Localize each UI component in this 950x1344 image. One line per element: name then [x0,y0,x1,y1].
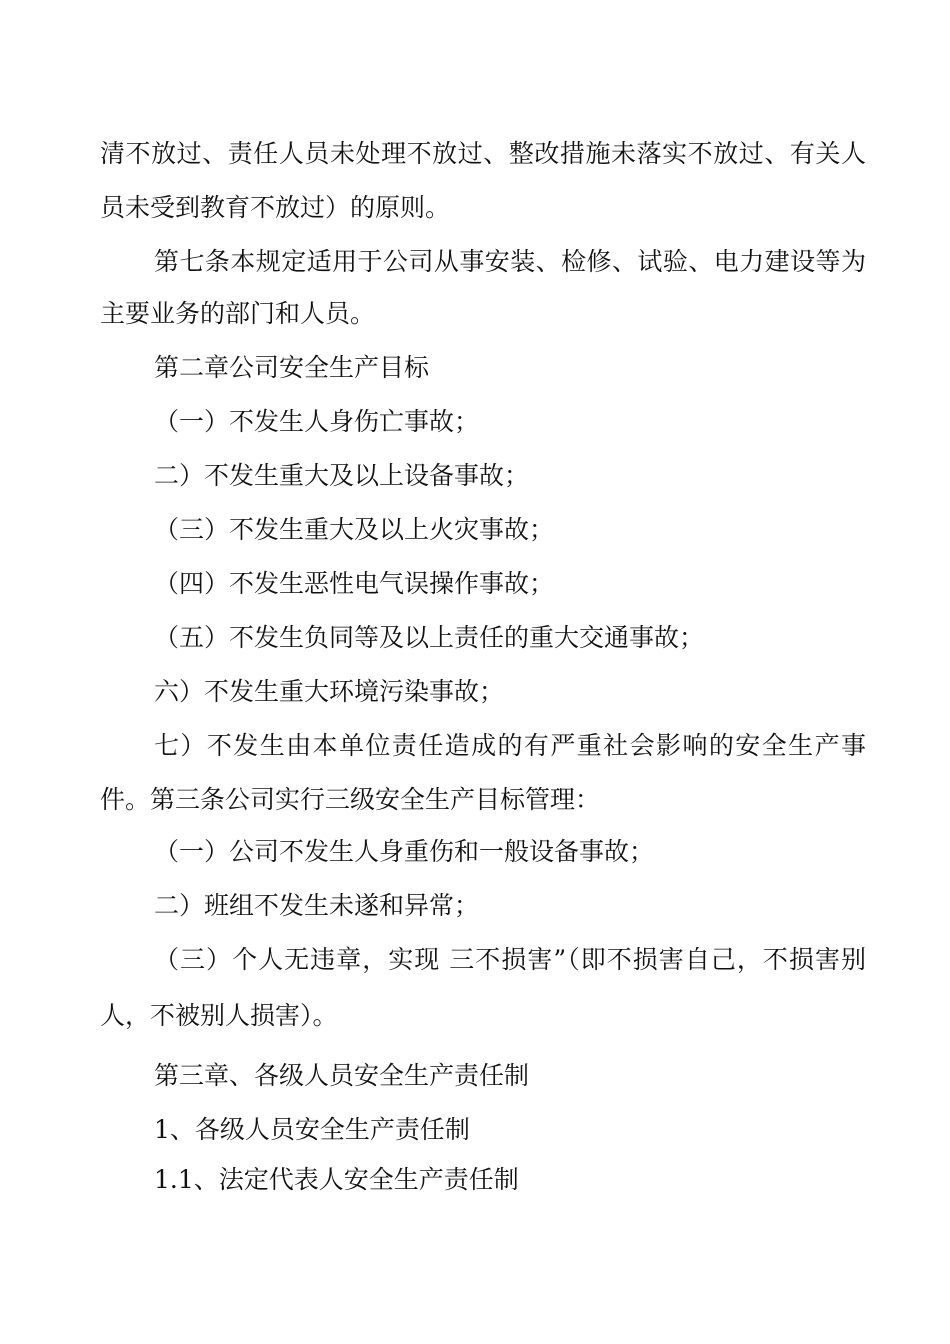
text-line-13: 件。第三条公司实行三级安全生产目标管理： [100,785,601,814]
text-line-11: 六）不发生重大环境污染事故； [154,677,505,706]
text-line-1: 清不放过、责任人员未处理不放过、整改措施未落实不放过、有关人 [100,139,866,168]
text-line-2: 员未受到教育不放过）的原则。 [100,193,451,222]
section-heading-chapter-2: 第二章公司安全生产目标 [154,353,430,382]
subsection-heading-1-1: 1.1、法定代表人安全生产责任制 [154,1165,519,1194]
text-line-7: 二）不发生重大及以上设备事故； [154,461,530,490]
text-line-10: （五）不发生负同等及以上责任的重大交通事故； [154,623,705,652]
subsection-heading-1: 1、各级人员安全生产责任制 [154,1115,470,1144]
text-line-4: 主要业务的部门和人员。 [100,299,376,328]
text-line-6: （一）不发生人身伤亡事故； [154,407,480,436]
text-line-12: 七）不发生由本单位责任造成的有严重社会影响的安全生产事 [154,731,866,760]
text-line-8: （三）不发生重大及以上火灾事故； [154,515,555,544]
text-line-9: （四）不发生恶性电气误操作事故； [154,569,555,598]
section-heading-chapter-3: 第三章、各级人员安全生产责任制 [154,1061,530,1090]
text-line-16: （三）个人无违章，实现 三不损害”（即不损害自己，不损害别 [154,945,866,974]
text-line-14: （一）公司不发生人身重伤和一般设备事故； [154,837,655,866]
text-line-3: 第七条本规定适用于公司从事安装、检修、试验、电力建设等为 [154,247,866,276]
text-line-15: 二）班组不发生未遂和异常； [154,891,480,920]
text-line-17: 人，不被别人损害）。 [100,1001,338,1030]
